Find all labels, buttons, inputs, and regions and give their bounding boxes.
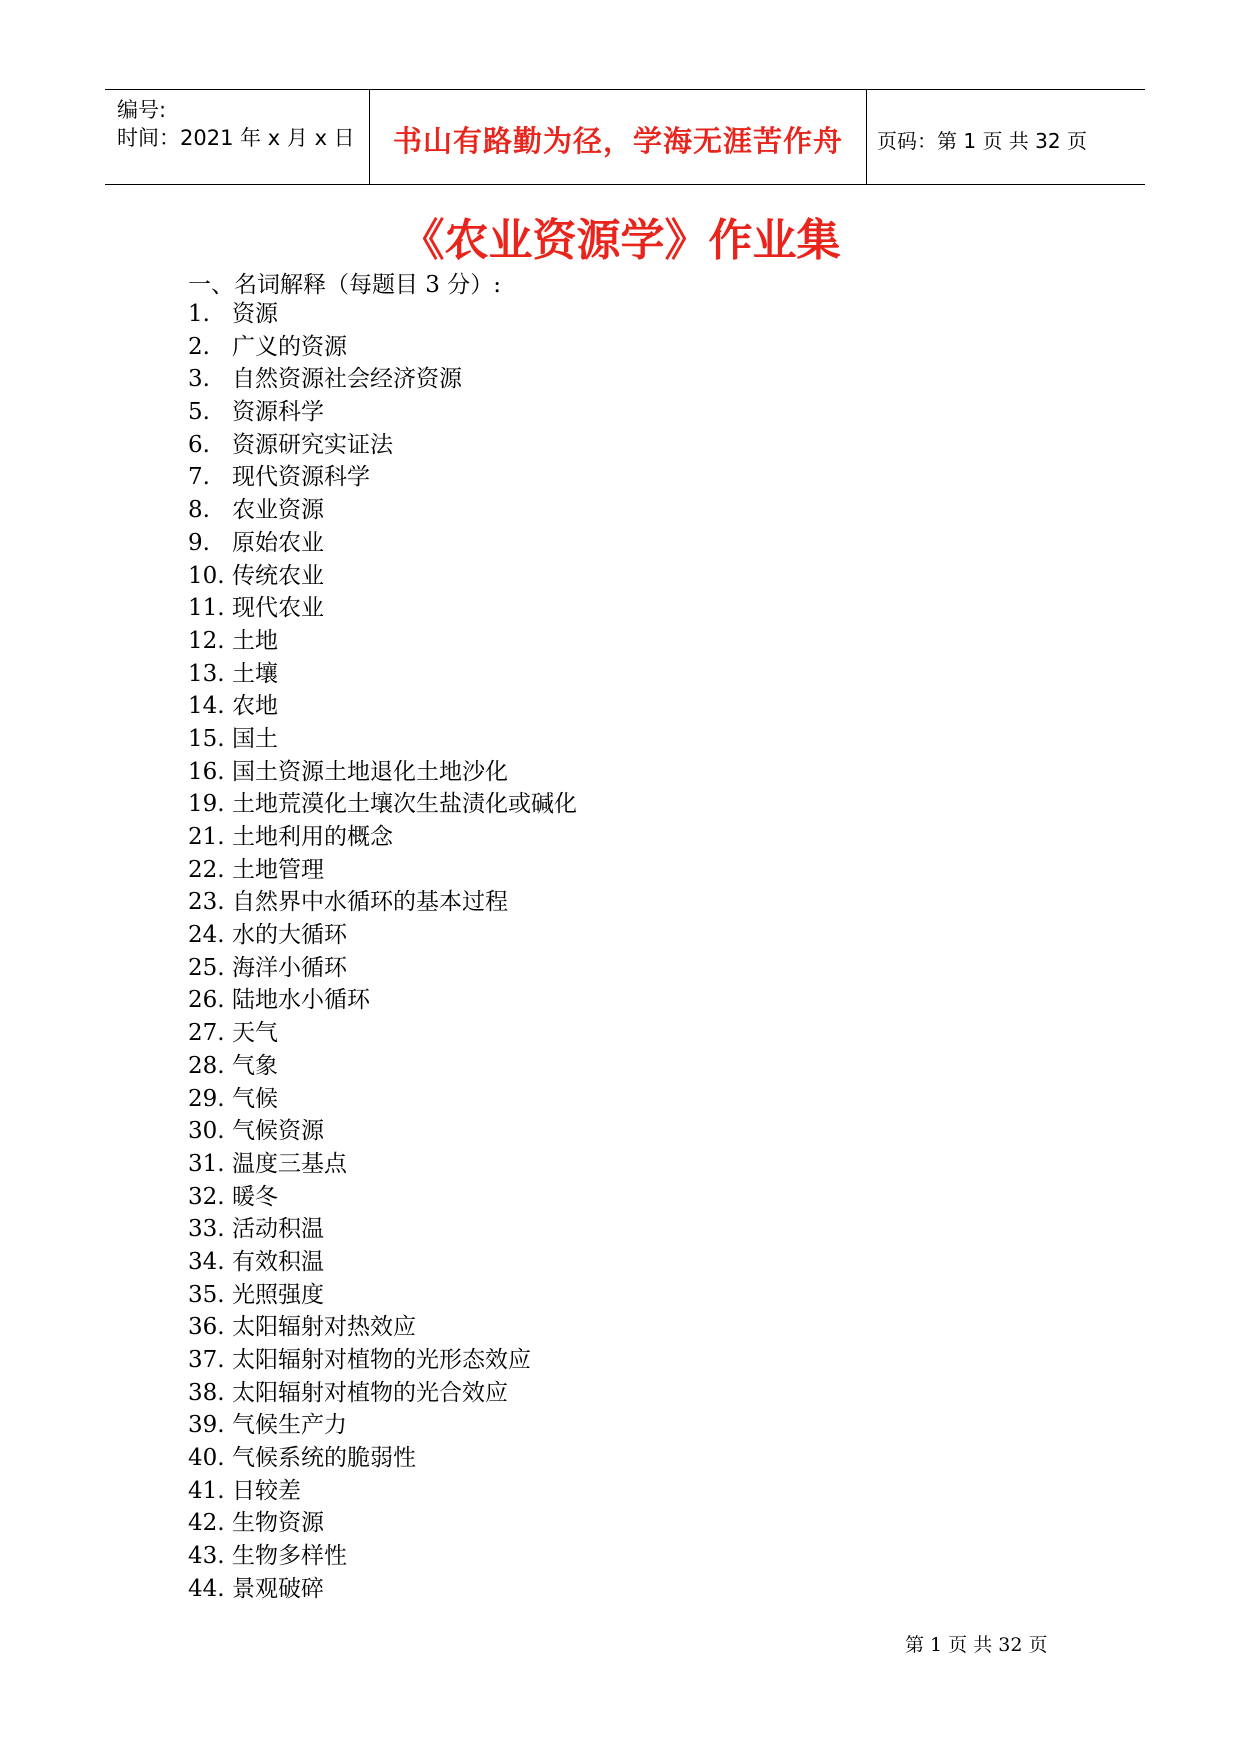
item-text: 现代农业 <box>232 595 324 622</box>
section-heading: 一、名词解释（每题目 3 分）: <box>188 272 502 298</box>
item-number: 27. <box>188 1020 225 1047</box>
item-text: 农地 <box>232 693 278 720</box>
item-number: 40. <box>188 1445 225 1472</box>
header-page-info: 页码：第 1 页 共 32 页 <box>877 129 1087 153</box>
item-number: 29. <box>188 1085 225 1112</box>
list-item <box>188 919 577 952</box>
item-number: 43. <box>188 1543 225 1570</box>
item-number: 42. <box>188 1510 225 1537</box>
item-text: 太阳辐射对植物的光合效应 <box>232 1379 508 1406</box>
item-number: 7. <box>188 464 210 491</box>
item-number: 19. <box>188 791 225 818</box>
item-text: 现代资源科学 <box>232 464 370 491</box>
item-text: 有效积温 <box>232 1248 324 1275</box>
item-text: 生物多样性 <box>232 1543 347 1570</box>
list-item <box>188 1083 577 1116</box>
list-item <box>188 1213 577 1246</box>
item-text: 气候生产力 <box>232 1412 347 1439</box>
item-number: 5. <box>188 399 210 426</box>
item-text: 光照强度 <box>232 1281 324 1308</box>
item-text: 自然资源社会经济资源 <box>232 366 462 393</box>
item-text: 土壤 <box>232 660 278 687</box>
item-text: 太阳辐射对热效应 <box>232 1314 416 1341</box>
list-item <box>188 1181 577 1214</box>
list-item <box>188 363 577 396</box>
item-text: 太阳辐射对植物的光形态效应 <box>232 1347 531 1373</box>
item-number: 38. <box>188 1379 225 1406</box>
list-item <box>188 854 577 887</box>
item-text: 资源研究实证法 <box>232 431 393 458</box>
item-text: 资源 <box>232 301 278 327</box>
item-text: 暖冬 <box>232 1183 278 1210</box>
list-item <box>188 1115 577 1148</box>
item-number: 1. <box>188 301 210 327</box>
item-number: 6. <box>188 431 210 458</box>
item-number: 25. <box>188 954 225 981</box>
list-item <box>188 886 577 919</box>
list-item <box>188 1050 577 1083</box>
item-text: 气象 <box>232 1052 278 1079</box>
item-number: 8. <box>188 497 210 524</box>
item-text: 景观破碎 <box>232 1575 324 1602</box>
item-text: 农业资源 <box>232 497 324 524</box>
list-item <box>188 461 577 494</box>
item-text: 水的大循环 <box>232 922 347 949</box>
item-text: 温度三基点 <box>232 1150 347 1177</box>
item-number: 35. <box>188 1281 225 1308</box>
list-item <box>188 952 577 985</box>
item-text: 气候资源 <box>232 1118 324 1145</box>
list-item <box>188 429 577 462</box>
list-item <box>188 494 577 527</box>
item-text: 自然界中水循环的基本过程 <box>232 889 508 916</box>
item-number: 34. <box>188 1248 225 1275</box>
list-item <box>188 1148 577 1181</box>
item-text: 日较差 <box>232 1477 301 1504</box>
item-text: 天气 <box>232 1020 278 1047</box>
item-number: 10. <box>188 562 225 589</box>
item-text: 气候系统的脆弱性 <box>232 1445 416 1472</box>
item-number: 33. <box>188 1216 225 1243</box>
item-number: 39. <box>188 1412 225 1439</box>
list-item <box>188 1377 577 1410</box>
list-item <box>188 1017 577 1050</box>
list-item <box>188 592 577 625</box>
item-text: 广义的资源 <box>232 333 347 360</box>
list-item <box>188 1475 577 1508</box>
item-text: 生物资源 <box>232 1510 324 1537</box>
item-number: 3. <box>188 366 210 393</box>
list-item <box>188 527 577 560</box>
item-number: 30. <box>188 1118 225 1145</box>
item-number: 32. <box>188 1183 225 1210</box>
list-item <box>188 1540 577 1573</box>
item-number: 15. <box>188 725 225 752</box>
list-item <box>188 396 577 429</box>
item-number: 21. <box>188 824 225 850</box>
item-number: 16. <box>188 758 225 785</box>
page-header <box>105 89 1145 185</box>
item-number: 9. <box>188 529 210 556</box>
list-item <box>188 658 577 691</box>
item-number: 31. <box>188 1150 225 1177</box>
item-number: 22. <box>188 856 225 883</box>
item-number: 36. <box>188 1314 225 1341</box>
item-text: 陆地水小循环 <box>232 987 370 1014</box>
document-title: 《农业资源学》作业集 <box>400 215 841 266</box>
list-item <box>188 1573 577 1606</box>
list-item <box>188 821 577 854</box>
item-number: 14. <box>188 693 225 720</box>
item-text: 国土 <box>232 725 278 752</box>
list-item <box>188 756 577 789</box>
list-item <box>188 1279 577 1312</box>
item-number: 2. <box>188 333 210 360</box>
item-text: 土地 <box>232 627 278 654</box>
list-item <box>188 625 577 658</box>
item-text: 活动积温 <box>232 1216 324 1243</box>
list-item <box>188 788 577 821</box>
item-number: 13. <box>188 660 225 687</box>
list-item <box>188 1507 577 1540</box>
item-number: 12. <box>188 627 225 654</box>
item-text: 土地利用的概念 <box>232 824 393 850</box>
item-text: 海洋小循环 <box>232 954 347 981</box>
list-item <box>188 723 577 756</box>
header-left-cell <box>105 90 370 184</box>
list-item <box>188 560 577 593</box>
list-item <box>188 1311 577 1344</box>
item-number: 11. <box>188 595 225 622</box>
list-item <box>188 1409 577 1442</box>
item-text: 气候 <box>232 1085 278 1112</box>
serial-label: 编号: <box>117 98 167 122</box>
item-text: 国土资源土地退化土地沙化 <box>232 758 508 785</box>
list-item <box>188 690 577 723</box>
item-number: 24. <box>188 922 225 949</box>
item-text: 土地荒漠化土壤次生盐渍化或碱化 <box>232 791 577 818</box>
list-item <box>188 1442 577 1475</box>
header-middle-cell <box>370 90 867 184</box>
item-number: 41. <box>188 1477 225 1504</box>
item-number: 28. <box>188 1052 225 1079</box>
item-text: 资源科学 <box>232 399 324 426</box>
list-item <box>188 298 577 331</box>
item-text: 原始农业 <box>232 529 324 556</box>
list-item <box>188 331 577 364</box>
list-item <box>188 984 577 1017</box>
time-label: 时间：2021 年 x 月 x 日 <box>117 126 355 150</box>
item-text: 传统农业 <box>232 562 324 589</box>
item-number: 26. <box>188 987 225 1014</box>
item-number: 44. <box>188 1575 225 1602</box>
term-list <box>188 298 577 1606</box>
page-footer: 第 1 页 共 32 页 <box>905 1634 1048 1656</box>
list-item <box>188 1246 577 1279</box>
header-right-cell <box>867 90 1145 184</box>
item-text: 土地管理 <box>232 856 324 883</box>
list-item <box>188 1344 577 1377</box>
item-number: 23. <box>188 889 225 916</box>
item-number: 37. <box>188 1347 225 1373</box>
motto-text: 书山有路勤为径，学海无涯苦作舟 <box>392 124 843 158</box>
